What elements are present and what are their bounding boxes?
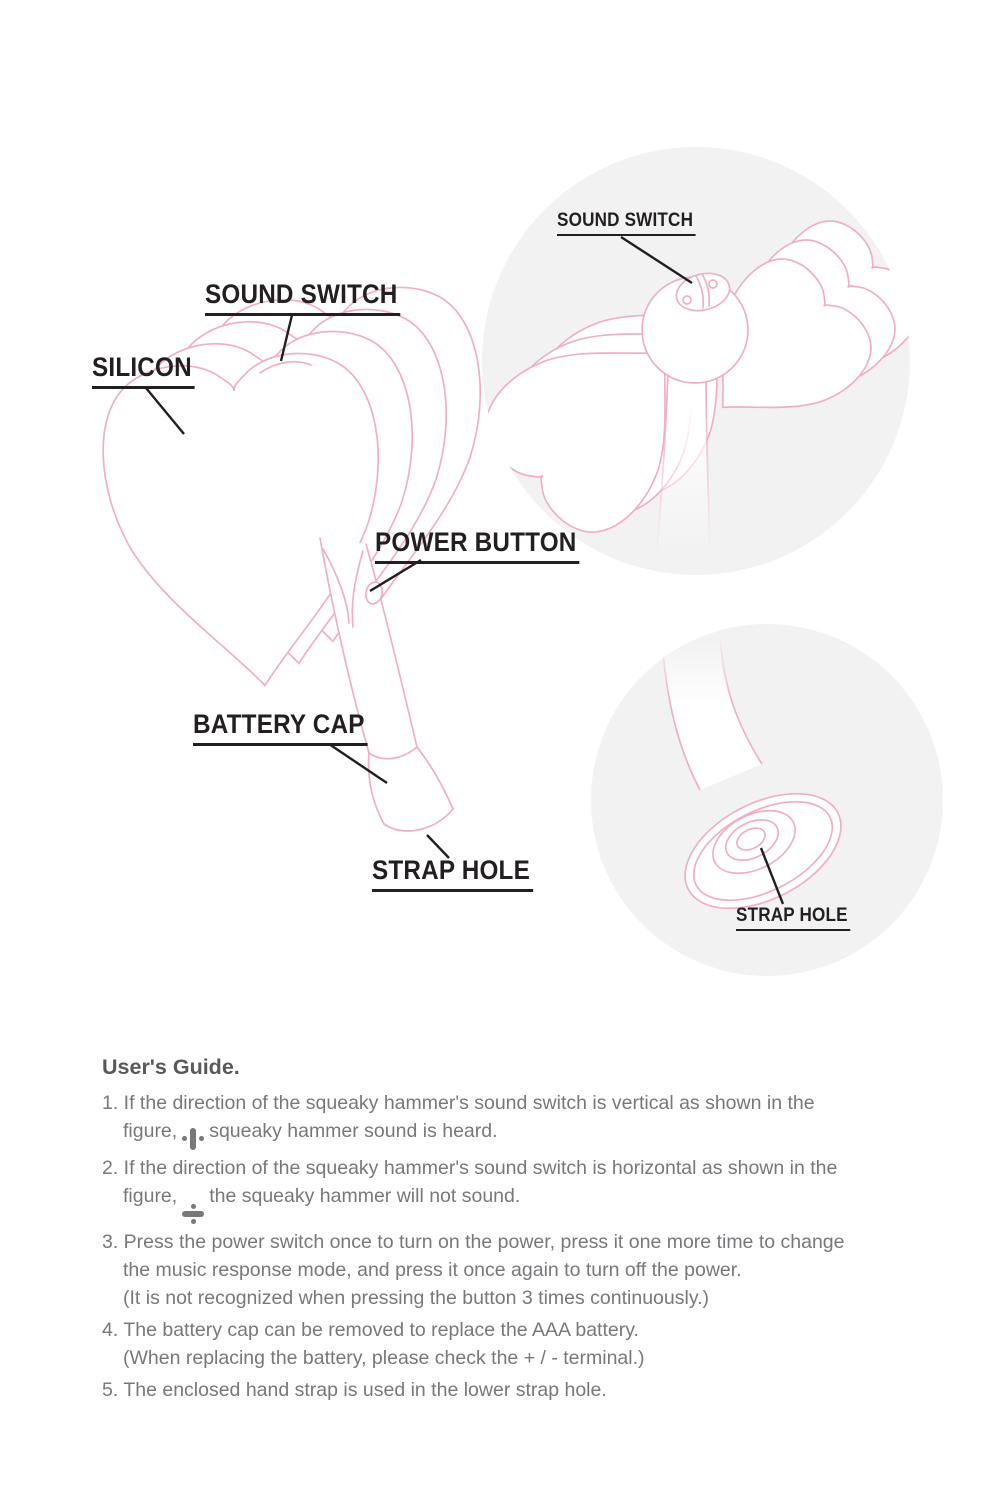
guide-item-4 — [102, 1316, 952, 1372]
guide-item-3-line-3: (It is not recognized when pressing the button 3 times continuously.) — [123, 1286, 710, 1309]
guide-item-4-line-2: (When replacing the battery, please check the + / - terminal.) — [123, 1346, 645, 1369]
guide-item-5-line-1: 5. The enclosed hand strap is used in the lower strap hole. — [102, 1378, 607, 1401]
guide-item-4-line-1: 4. The battery cap can be removed to replace the AAA battery. — [102, 1318, 639, 1341]
guide-item-2-line-2-post: the squeaky hammer will not sound. — [209, 1184, 521, 1207]
guide-item-1-line-2-pre: figure, — [123, 1120, 178, 1142]
guide-item-1-line-2-post: squeaky hammer sound is heard. — [209, 1120, 498, 1142]
label-strap-hole: STRAP HOLE — [372, 857, 533, 892]
guide-item-3-line-2: the music response mode, and press it once again to turn off the power. — [123, 1258, 742, 1281]
label-sound-switch: SOUND SWITCH — [205, 281, 400, 316]
vertical-switch-icon — [182, 1128, 204, 1150]
label-silicon: SILICON — [92, 354, 195, 389]
label-battery-cap: BATTERY CAP — [193, 711, 367, 746]
guide-item-1-line-1: 1. If the direction of the squeaky hammer's sound switch is vertical as shown in the — [102, 1092, 815, 1114]
guide-item-3 — [102, 1228, 952, 1312]
guide-item-5 — [102, 1376, 952, 1404]
guide-item-2-line-2-pre: figure, — [123, 1184, 178, 1207]
horizontal-switch-icon — [182, 1204, 204, 1224]
guide-item-2-line-1: 2. If the direction of the squeaky hammer's sound switch is horizontal as shown in the — [102, 1156, 838, 1179]
label-power-button: POWER BUTTON — [375, 529, 579, 564]
users-guide-section — [102, 1054, 952, 1408]
label-sound-switch-detail: SOUND SWITCH — [557, 211, 696, 236]
guide-item-2 — [102, 1154, 952, 1224]
guide-heading: User's Guide. — [102, 1055, 240, 1079]
guide-item-3-line-1: 3. Press the power switch once to turn on the power, press it one more time to change — [102, 1230, 845, 1253]
label-strap-hole-detail: STRAP HOLE — [736, 906, 850, 931]
guide-item-1 — [102, 1089, 952, 1150]
